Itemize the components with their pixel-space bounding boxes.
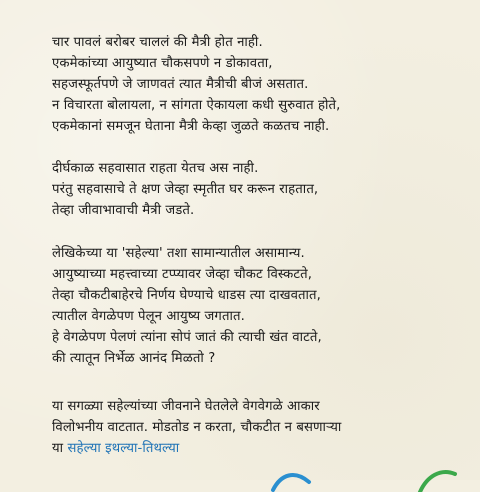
text-line: परंतु सहवासाचे ते क्षण जेव्हा स्मृतीत घर करून राहतात,: [52, 182, 319, 197]
text-line: दीर्घकाळ सहवासात राहता येतच अस नाही.: [52, 161, 259, 176]
text-line: विलोभनीय वाटतात. मोडतोड न करता, चौकटीत न बसणाऱ्या: [52, 420, 342, 435]
text-line: तेव्हा जीवाभावाची मैत्री जडते.: [52, 203, 195, 218]
decorative-green-stroke: [420, 472, 455, 492]
paragraph-closing: [52, 396, 472, 459]
decorative-blue-stroke: [273, 475, 309, 490]
text-line: एकमेकांच्या आयुष्यात चौकसपणे न डोकावता,: [52, 56, 273, 71]
text-line: लेखिकेच्या या 'सहेल्या' तशा सामान्यातील असामान्य.: [52, 246, 305, 261]
text-line: एकमेकानां समजून घेताना मैत्री केव्हा जुळते कळतच नाही.: [52, 119, 330, 134]
text-line: चार पावलं बरोबर चाललं की मैत्री होत नाही.: [52, 35, 263, 50]
decorative-swirl-graphic: [255, 452, 465, 492]
text-line: तेव्हा चौकटीबाहेरचे निर्णय घेण्याचे धाडस त्या दाखवतात,: [52, 288, 321, 303]
paragraph-extraordinary-friends: [52, 243, 472, 369]
text-line: की त्यातून निर्भेळ आनंद मिळतो ?: [52, 351, 216, 366]
text-line: सहजस्फूर्तपणे जे जाणवतं त्यात मैत्रीची बीजं असतात.: [52, 77, 309, 92]
text-prefix: या: [52, 441, 68, 456]
paragraph-companionship: [52, 158, 472, 221]
text-line: त्यातील वेगळेपण पेलून आयुष्य जगतात.: [52, 309, 245, 324]
paragraph-friendship-intro: [52, 32, 472, 137]
text-line: आयुष्याच्या महत्त्वाच्या टप्प्यावर जेव्हा चौकट विस्कटते,: [52, 267, 313, 282]
book-title: सहेल्या इथल्या-तिथल्या: [67, 441, 180, 456]
text-line: हे वेगळेपण पेलणं त्यांना सोपं जातं की त्याची खंत वाटते,: [52, 330, 322, 345]
text-line: या सगळ्या सहेल्यांच्या जीवनाने घेतलेले वेगवेगळे आकार: [52, 399, 320, 414]
text-line: न विचारता बोलायला, न सांगता ऐकायला कधी सुरुवात होते,: [52, 98, 341, 113]
